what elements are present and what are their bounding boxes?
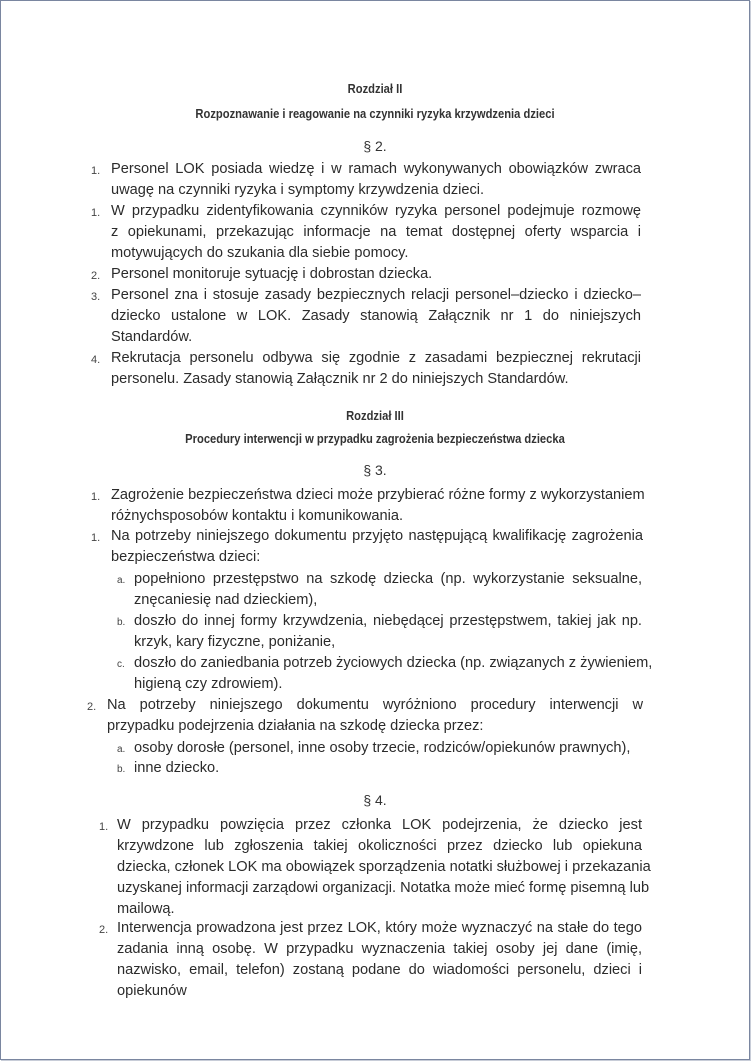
chapter-2-title: Rozpoznawanie i reagowanie na czynniki ryzyka krzywdzenia dzieci — [195, 106, 555, 121]
list-number: 2. — [87, 701, 97, 713]
list-item: Interwencja prowadzona jest przez LOK, który może wyznaczyć na stałe do tego zadania inną osobę. W przypadku wyznaczenia takiej osoby jej dane (imię, nazwisko, email, telefon) zostaną podane do wiadomości personelu, dzieci i opiekunów — [117, 920, 642, 999]
list-item: Na potrzeby niniejszego dokumentu wyróżniono procedury interwencji w przypadku podejrzenia działania na szkodę dziecka przez: — [107, 697, 643, 734]
list-item: doszło do zaniedbania potrzeb życiowych dziecka (np. związanych z żywieniem, higieną czy zdrowiem). — [134, 655, 653, 692]
chapter-3-title: Procedury interwencji w przypadku zagrożenia bezpieczeństwa dziecka — [185, 431, 565, 446]
list-letter: c. — [117, 659, 125, 670]
list-letter: b. — [117, 764, 126, 775]
list-number: 1. — [99, 821, 109, 833]
section-3-sign: § 3. — [363, 462, 387, 478]
chapter-2-label: Rozdział II — [347, 81, 403, 96]
list-item: W przypadku zidentyfikowania czynników ryzyka personel podejmuje rozmowę z opiekunami, przekazując informacje na temat dostępnej oferty wsparcia i motywujących do szukania dla siebie pomocy. — [111, 203, 641, 261]
list-number: 1. — [91, 491, 101, 503]
list-letter: b. — [117, 617, 126, 628]
section-4-sign: § 4. — [363, 792, 387, 808]
list-number: 1. — [91, 207, 101, 219]
list-item: Personel LOK posiada wiedzę i w ramach wykonywanych obowiązków zwraca uwagę na czynniki ryzyka i symptomy krzywdzenia dzieci. — [111, 161, 641, 198]
chapter-3-label: Rozdział III — [346, 408, 404, 423]
list-item: Personel zna i stosuje zasady bezpiecznych relacji personel–dziecko i dziecko– dziecko ustalone w LOK. Zasady stanowią Załącznik nr 1 do niniejszych Standardów. — [111, 287, 641, 345]
list-item: Na potrzeby niniejszego dokumentu przyjęto następującą kwalifikację zagrożenia bezpieczeństwa dzieci: — [111, 528, 643, 565]
list-item: Rekrutacja personelu odbywa się zgodnie z zasadami bezpiecznej rekrutacji personelu. Zasady stanowią Załącznik nr 2 do niniejszych Standardów. — [111, 350, 641, 387]
list-item: osoby dorosłe (personel, inne osoby trzecie, rodziców/opiekunów prawnych), — [134, 740, 631, 756]
list-item: doszło do innej formy krzywdzenia, niebędącej przestępstwem, takiej jak np. krzyk, kary fizyczne, poniżanie, — [134, 613, 642, 650]
list-number: 3. — [91, 291, 101, 303]
list-number: 2. — [99, 924, 109, 936]
list-number: 2. — [91, 270, 101, 282]
list-item: Zagrożenie bezpieczeństwa dzieci może przybierać różne formy z wykorzystaniem różnychsposobów kontaktu i komunikowania. — [111, 487, 645, 524]
list-number: 1. — [91, 532, 101, 544]
list-number: 4. — [91, 354, 101, 366]
list-letter: a. — [117, 744, 126, 755]
section-2-sign: § 2. — [363, 138, 387, 154]
list-item: Personel monitoruje sytuację i dobrostan dziecka. — [111, 266, 433, 282]
list-letter: a. — [117, 575, 126, 586]
list-number: 1. — [91, 165, 101, 177]
list-item: inne dziecko. — [134, 760, 220, 776]
list-item: W przypadku powzięcia przez członka LOK podejrzenia, że dziecko jest krzywdzone lub zgłoszenia takiej okoliczności przez dziecko lub opiekuna dziecka, członek LOK ma obowiązek sporządzenia notatki służbowej i przekazania uzyskanej informacji zarządowi organizacji. Notatka może mieć formę pisemną lub mailową. — [117, 817, 651, 917]
list-item: popełniono przestępstwo na szkodę dziecka (np. wykorzystanie seksualne, znęcaniesię nad dzieckiem), — [134, 571, 642, 608]
